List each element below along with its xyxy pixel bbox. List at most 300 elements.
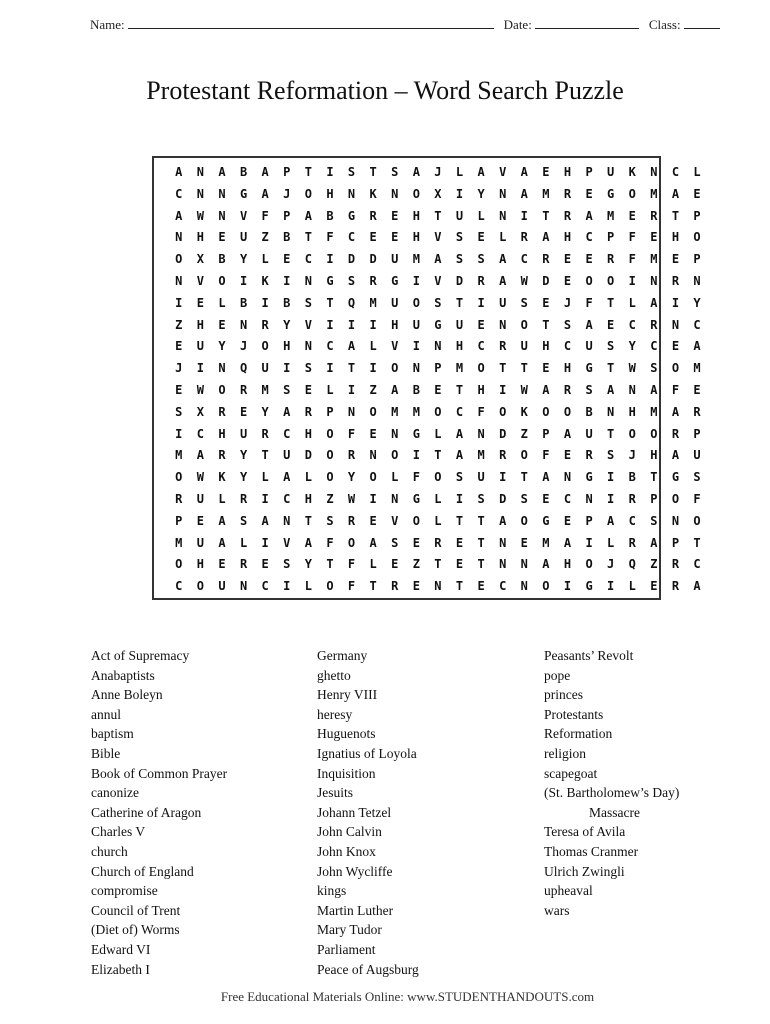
- grid-letter[interactable]: L: [218, 492, 226, 506]
- grid-letter[interactable]: I: [499, 383, 507, 397]
- grid-letter[interactable]: J: [607, 557, 615, 572]
- grid-letter[interactable]: I: [283, 579, 291, 594]
- grid-letter[interactable]: N: [499, 208, 507, 223]
- grid-letter[interactable]: Z: [650, 557, 658, 572]
- grid-letter[interactable]: T: [542, 317, 550, 332]
- grid-letter[interactable]: V: [434, 274, 442, 288]
- grid-letter[interactable]: R: [671, 557, 680, 572]
- grid-letter[interactable]: R: [499, 448, 507, 463]
- grid-letter[interactable]: N: [347, 404, 356, 419]
- grid-letter[interactable]: Y: [347, 470, 356, 485]
- grid-letter[interactable]: D: [499, 492, 507, 506]
- grid-letter[interactable]: D: [455, 274, 464, 288]
- grid-letter[interactable]: I: [369, 361, 377, 376]
- grid-letter[interactable]: S: [650, 361, 658, 376]
- grid-letter[interactable]: N: [391, 186, 399, 201]
- grid-letter[interactable]: R: [563, 383, 572, 397]
- grid-letter[interactable]: S: [391, 535, 399, 550]
- grid-letter[interactable]: P: [283, 208, 291, 223]
- grid-letter[interactable]: O: [477, 361, 485, 376]
- grid-letter[interactable]: T: [693, 535, 701, 550]
- grid-letter[interactable]: I: [412, 448, 420, 463]
- grid-letter[interactable]: T: [326, 557, 334, 572]
- grid-letter[interactable]: U: [412, 317, 420, 332]
- grid-letter[interactable]: U: [455, 317, 464, 332]
- grid-letter[interactable]: I: [326, 317, 334, 332]
- grid-letter[interactable]: G: [347, 208, 356, 223]
- grid-letter[interactable]: N: [218, 186, 226, 201]
- grid-letter[interactable]: P: [434, 361, 442, 376]
- grid-letter[interactable]: Y: [628, 339, 636, 354]
- grid-letter[interactable]: R: [628, 492, 636, 506]
- grid-letter[interactable]: V: [391, 339, 399, 354]
- grid-letter[interactable]: O: [175, 557, 183, 572]
- grid-letter[interactable]: F: [326, 535, 334, 550]
- grid-letter[interactable]: P: [542, 426, 550, 441]
- grid-letter[interactable]: B: [585, 404, 593, 419]
- grid-letter[interactable]: U: [693, 448, 701, 463]
- grid-letter[interactable]: T: [347, 361, 356, 376]
- grid-letter[interactable]: Z: [412, 557, 420, 572]
- grid-letter[interactable]: E: [391, 230, 399, 245]
- grid-letter[interactable]: M: [455, 361, 464, 376]
- grid-letter[interactable]: E: [563, 448, 572, 463]
- grid-letter[interactable]: H: [671, 230, 680, 245]
- grid-letter[interactable]: O: [434, 404, 442, 419]
- grid-letter[interactable]: R: [434, 535, 442, 550]
- grid-letter[interactable]: E: [520, 535, 528, 550]
- grid-letter[interactable]: N: [283, 513, 291, 528]
- grid-letter[interactable]: A: [261, 165, 269, 179]
- grid-letter[interactable]: I: [261, 492, 269, 506]
- grid-letter[interactable]: U: [585, 426, 593, 441]
- grid-letter[interactable]: S: [391, 165, 399, 179]
- grid-letter[interactable]: O: [369, 404, 377, 419]
- grid-letter[interactable]: N: [175, 230, 183, 245]
- grid-letter[interactable]: C: [520, 252, 528, 267]
- grid-letter[interactable]: O: [585, 557, 593, 572]
- grid-letter[interactable]: Z: [369, 383, 377, 397]
- grid-letter[interactable]: N: [196, 165, 204, 179]
- grid-letter[interactable]: O: [563, 404, 572, 419]
- grid-letter[interactable]: M: [607, 208, 615, 223]
- grid-letter[interactable]: K: [261, 274, 269, 288]
- grid-letter[interactable]: M: [477, 448, 485, 463]
- grid-letter[interactable]: W: [520, 274, 528, 288]
- grid-letter[interactable]: C: [693, 317, 701, 332]
- grid-letter[interactable]: A: [218, 513, 226, 528]
- grid-letter[interactable]: E: [628, 208, 636, 223]
- grid-letter[interactable]: R: [304, 404, 312, 419]
- grid-letter[interactable]: I: [326, 361, 334, 376]
- grid-letter[interactable]: E: [585, 186, 593, 201]
- grid-letter[interactable]: O: [326, 470, 334, 485]
- grid-letter[interactable]: V: [391, 513, 399, 528]
- grid-letter[interactable]: G: [542, 513, 550, 528]
- grid-letter[interactable]: R: [477, 274, 485, 288]
- grid-letter[interactable]: N: [499, 186, 507, 201]
- grid-letter[interactable]: S: [563, 317, 572, 332]
- grid-letter[interactable]: A: [563, 426, 572, 441]
- grid-letter[interactable]: A: [671, 448, 680, 463]
- grid-letter[interactable]: A: [218, 535, 226, 550]
- grid-letter[interactable]: V: [304, 317, 312, 332]
- grid-letter[interactable]: O: [520, 513, 528, 528]
- grid-letter[interactable]: R: [369, 274, 377, 288]
- grid-letter[interactable]: G: [412, 492, 420, 506]
- grid-letter[interactable]: N: [369, 448, 377, 463]
- grid-letter[interactable]: H: [326, 186, 334, 201]
- grid-letter[interactable]: J: [283, 186, 291, 201]
- grid-letter[interactable]: T: [520, 361, 528, 376]
- grid-letter[interactable]: H: [650, 448, 658, 463]
- grid-letter[interactable]: R: [542, 252, 550, 267]
- grid-letter[interactable]: N: [196, 186, 204, 201]
- grid-letter[interactable]: E: [563, 274, 572, 288]
- grid-letter[interactable]: Z: [520, 426, 528, 441]
- grid-letter[interactable]: A: [175, 208, 183, 223]
- grid-letter[interactable]: S: [347, 274, 356, 288]
- grid-letter[interactable]: E: [455, 557, 464, 572]
- grid-letter[interactable]: F: [628, 230, 636, 245]
- grid-letter[interactable]: H: [304, 492, 312, 506]
- grid-letter[interactable]: R: [391, 579, 399, 594]
- grid-letter[interactable]: I: [369, 492, 377, 506]
- grid-letter[interactable]: V: [196, 274, 204, 288]
- grid-letter[interactable]: O: [607, 274, 615, 288]
- grid-letter[interactable]: N: [671, 513, 680, 528]
- grid-letter[interactable]: E: [563, 252, 572, 267]
- grid-letter[interactable]: E: [369, 230, 377, 245]
- grid-letter[interactable]: O: [218, 383, 226, 397]
- grid-letter[interactable]: B: [218, 252, 226, 267]
- grid-letter[interactable]: R: [261, 426, 269, 441]
- grid-letter[interactable]: E: [455, 535, 464, 550]
- grid-letter[interactable]: I: [499, 470, 507, 485]
- grid-letter[interactable]: T: [477, 513, 485, 528]
- grid-letter[interactable]: T: [477, 557, 485, 572]
- grid-letter[interactable]: I: [369, 317, 377, 332]
- grid-letter[interactable]: F: [261, 208, 269, 223]
- grid-letter[interactable]: U: [218, 579, 226, 594]
- grid-letter[interactable]: M: [391, 404, 399, 419]
- grid-letter[interactable]: F: [347, 557, 356, 572]
- grid-letter[interactable]: A: [434, 252, 442, 267]
- grid-letter[interactable]: R: [671, 426, 680, 441]
- grid-letter[interactable]: Y: [239, 448, 248, 463]
- grid-letter[interactable]: O: [412, 186, 420, 201]
- grid-letter[interactable]: R: [499, 339, 507, 354]
- grid-letter[interactable]: S: [585, 383, 593, 397]
- grid-letter[interactable]: O: [218, 274, 226, 288]
- grid-letter[interactable]: R: [520, 230, 528, 245]
- grid-letter[interactable]: P: [585, 165, 593, 179]
- grid-letter[interactable]: E: [693, 383, 701, 397]
- grid-letter[interactable]: O: [628, 426, 636, 441]
- grid-letter[interactable]: D: [499, 426, 507, 441]
- grid-letter[interactable]: M: [542, 186, 550, 201]
- grid-letter[interactable]: G: [671, 470, 680, 485]
- grid-letter[interactable]: A: [347, 339, 356, 354]
- grid-letter[interactable]: T: [477, 535, 485, 550]
- grid-letter[interactable]: O: [326, 448, 334, 463]
- grid-letter[interactable]: E: [542, 295, 550, 310]
- grid-letter[interactable]: U: [239, 230, 248, 245]
- grid-letter[interactable]: E: [477, 579, 485, 594]
- grid-letter[interactable]: F: [671, 383, 680, 397]
- grid-letter[interactable]: N: [304, 274, 312, 288]
- grid-letter[interactable]: E: [304, 383, 312, 397]
- grid-letter[interactable]: S: [304, 295, 312, 310]
- grid-letter[interactable]: U: [455, 208, 464, 223]
- grid-letter[interactable]: A: [261, 513, 269, 528]
- grid-letter[interactable]: T: [369, 165, 377, 179]
- grid-letter[interactable]: R: [607, 252, 615, 267]
- grid-letter[interactable]: I: [585, 535, 593, 550]
- grid-letter[interactable]: E: [412, 579, 420, 594]
- grid-letter[interactable]: N: [628, 383, 636, 397]
- grid-letter[interactable]: O: [412, 295, 420, 310]
- grid-letter[interactable]: I: [283, 274, 291, 288]
- grid-letter[interactable]: E: [671, 339, 680, 354]
- grid-letter[interactable]: U: [239, 426, 248, 441]
- name-blank[interactable]: [128, 18, 494, 29]
- grid-letter[interactable]: W: [520, 383, 528, 397]
- grid-letter[interactable]: R: [239, 383, 248, 397]
- grid-letter[interactable]: U: [283, 448, 291, 463]
- grid-letter[interactable]: E: [391, 208, 399, 223]
- grid-letter[interactable]: R: [671, 579, 680, 594]
- grid-letter[interactable]: W: [347, 492, 356, 506]
- grid-letter[interactable]: S: [239, 513, 248, 528]
- grid-letter[interactable]: U: [196, 339, 204, 354]
- grid-letter[interactable]: I: [175, 295, 183, 310]
- grid-letter[interactable]: T: [304, 230, 312, 245]
- grid-letter[interactable]: N: [434, 579, 442, 594]
- grid-letter[interactable]: C: [628, 513, 636, 528]
- grid-letter[interactable]: L: [628, 295, 636, 310]
- grid-letter[interactable]: T: [261, 448, 269, 463]
- grid-letter[interactable]: S: [283, 383, 291, 397]
- grid-letter[interactable]: A: [175, 165, 183, 179]
- grid-letter[interactable]: E: [218, 230, 226, 245]
- grid-letter[interactable]: Q: [347, 295, 356, 310]
- grid-letter[interactable]: A: [499, 274, 507, 288]
- grid-letter[interactable]: I: [412, 339, 420, 354]
- grid-letter[interactable]: R: [218, 448, 226, 463]
- grid-letter[interactable]: T: [650, 470, 658, 485]
- grid-letter[interactable]: O: [412, 513, 420, 528]
- grid-letter[interactable]: T: [520, 470, 528, 485]
- grid-letter[interactable]: N: [434, 339, 442, 354]
- grid-letter[interactable]: B: [239, 295, 248, 310]
- grid-letter[interactable]: L: [369, 557, 377, 572]
- grid-letter[interactable]: S: [650, 513, 658, 528]
- grid-letter[interactable]: C: [347, 230, 356, 245]
- grid-letter[interactable]: D: [304, 448, 312, 463]
- grid-letter[interactable]: M: [261, 383, 269, 397]
- grid-letter[interactable]: F: [628, 252, 636, 267]
- grid-letter[interactable]: F: [477, 404, 485, 419]
- grid-letter[interactable]: S: [693, 470, 701, 485]
- grid-letter[interactable]: V: [499, 165, 507, 179]
- grid-letter[interactable]: L: [261, 252, 269, 267]
- grid-letter[interactable]: Y: [283, 317, 291, 332]
- grid-letter[interactable]: C: [563, 492, 572, 506]
- grid-letter[interactable]: J: [628, 448, 636, 463]
- grid-letter[interactable]: P: [607, 230, 615, 245]
- grid-letter[interactable]: R: [671, 274, 680, 288]
- grid-letter[interactable]: J: [239, 339, 248, 354]
- grid-letter[interactable]: P: [283, 165, 291, 179]
- grid-letter[interactable]: V: [434, 230, 442, 245]
- grid-letter[interactable]: E: [607, 317, 615, 332]
- grid-letter[interactable]: H: [455, 339, 464, 354]
- grid-letter[interactable]: A: [650, 295, 658, 310]
- grid-letter[interactable]: H: [218, 426, 226, 441]
- grid-letter[interactable]: T: [671, 208, 680, 223]
- grid-letter[interactable]: C: [650, 339, 658, 354]
- grid-letter[interactable]: I: [283, 361, 291, 376]
- grid-letter[interactable]: E: [261, 557, 269, 572]
- grid-letter[interactable]: H: [563, 230, 572, 245]
- grid-letter[interactable]: N: [391, 492, 399, 506]
- grid-letter[interactable]: N: [218, 361, 226, 376]
- grid-letter[interactable]: T: [455, 295, 464, 310]
- grid-letter[interactable]: O: [650, 426, 658, 441]
- grid-letter[interactable]: S: [607, 339, 615, 354]
- grid-letter[interactable]: L: [607, 535, 615, 550]
- grid-letter[interactable]: O: [628, 186, 636, 201]
- grid-letter[interactable]: R: [650, 208, 658, 223]
- grid-letter[interactable]: N: [650, 165, 658, 179]
- grid-letter[interactable]: F: [542, 448, 550, 463]
- grid-letter[interactable]: A: [412, 165, 420, 179]
- grid-letter[interactable]: T: [455, 513, 464, 528]
- grid-letter[interactable]: R: [369, 208, 377, 223]
- grid-letter[interactable]: E: [175, 339, 183, 354]
- grid-letter[interactable]: E: [391, 557, 399, 572]
- grid-letter[interactable]: T: [434, 208, 442, 223]
- grid-letter[interactable]: N: [499, 317, 507, 332]
- grid-letter[interactable]: L: [239, 535, 248, 550]
- grid-letter[interactable]: E: [542, 361, 550, 376]
- grid-letter[interactable]: O: [542, 404, 550, 419]
- grid-letter[interactable]: U: [607, 165, 615, 179]
- grid-letter[interactable]: N: [650, 274, 658, 288]
- grid-letter[interactable]: S: [607, 448, 615, 463]
- grid-letter[interactable]: L: [304, 579, 312, 594]
- grid-letter[interactable]: B: [326, 208, 334, 223]
- grid-letter[interactable]: Y: [261, 404, 269, 419]
- grid-letter[interactable]: F: [347, 579, 356, 594]
- grid-letter[interactable]: N: [671, 317, 680, 332]
- grid-letter[interactable]: F: [326, 230, 334, 245]
- grid-letter[interactable]: A: [585, 208, 593, 223]
- grid-letter[interactable]: A: [671, 186, 680, 201]
- grid-letter[interactable]: R: [563, 186, 572, 201]
- grid-letter[interactable]: A: [671, 404, 680, 419]
- grid-letter[interactable]: N: [175, 274, 183, 288]
- grid-letter[interactable]: T: [607, 361, 615, 376]
- grid-letter[interactable]: M: [175, 448, 183, 463]
- grid-letter[interactable]: N: [218, 208, 226, 223]
- grid-letter[interactable]: T: [499, 361, 507, 376]
- grid-letter[interactable]: A: [369, 535, 377, 550]
- grid-letter[interactable]: I: [455, 186, 464, 201]
- grid-letter[interactable]: A: [520, 186, 528, 201]
- grid-letter[interactable]: T: [434, 448, 442, 463]
- grid-letter[interactable]: X: [196, 252, 204, 267]
- grid-letter[interactable]: I: [607, 492, 615, 506]
- grid-letter[interactable]: V: [239, 208, 248, 223]
- grid-letter[interactable]: R: [261, 317, 269, 332]
- grid-letter[interactable]: H: [283, 339, 291, 354]
- grid-letter[interactable]: O: [391, 361, 399, 376]
- grid-letter[interactable]: E: [585, 252, 593, 267]
- grid-letter[interactable]: U: [499, 295, 507, 310]
- grid-letter[interactable]: I: [520, 208, 528, 223]
- grid-letter[interactable]: S: [175, 404, 183, 419]
- grid-letter[interactable]: L: [369, 339, 377, 354]
- grid-letter[interactable]: E: [218, 317, 226, 332]
- grid-letter[interactable]: F: [347, 426, 356, 441]
- grid-letter[interactable]: L: [477, 208, 485, 223]
- grid-letter[interactable]: O: [326, 579, 334, 594]
- grid-letter[interactable]: S: [477, 252, 485, 267]
- grid-letter[interactable]: W: [196, 383, 204, 397]
- grid-letter[interactable]: G: [326, 274, 334, 288]
- grid-letter[interactable]: E: [196, 513, 204, 528]
- grid-letter[interactable]: H: [563, 557, 572, 572]
- grid-letter[interactable]: O: [391, 448, 399, 463]
- grid-letter[interactable]: M: [175, 535, 183, 550]
- grid-letter[interactable]: L: [304, 470, 312, 485]
- grid-letter[interactable]: H: [542, 339, 550, 354]
- grid-letter[interactable]: Y: [304, 557, 312, 572]
- grid-letter[interactable]: U: [520, 339, 528, 354]
- grid-letter[interactable]: O: [585, 274, 593, 288]
- grid-letter[interactable]: I: [196, 361, 204, 376]
- grid-letter[interactable]: T: [607, 426, 615, 441]
- grid-letter[interactable]: R: [650, 317, 658, 332]
- grid-letter[interactable]: I: [628, 274, 636, 288]
- grid-letter[interactable]: B: [283, 295, 291, 310]
- grid-letter[interactable]: A: [520, 165, 528, 179]
- grid-letter[interactable]: L: [434, 513, 442, 528]
- grid-letter[interactable]: K: [520, 404, 528, 419]
- grid-letter[interactable]: T: [304, 513, 312, 528]
- grid-letter[interactable]: T: [369, 579, 377, 594]
- grid-letter[interactable]: P: [671, 535, 680, 550]
- grid-letter[interactable]: B: [412, 383, 420, 397]
- grid-letter[interactable]: G: [412, 426, 420, 441]
- grid-letter[interactable]: H: [196, 317, 204, 332]
- grid-letter[interactable]: T: [326, 295, 334, 310]
- grid-letter[interactable]: O: [369, 470, 377, 485]
- grid-letter[interactable]: H: [412, 208, 420, 223]
- grid-letter[interactable]: I: [175, 426, 183, 441]
- grid-letter[interactable]: P: [650, 492, 658, 506]
- grid-letter[interactable]: L: [693, 165, 701, 179]
- grid-letter[interactable]: R: [239, 492, 248, 506]
- grid-letter[interactable]: J: [175, 361, 183, 376]
- grid-letter[interactable]: G: [434, 317, 442, 332]
- grid-letter[interactable]: G: [239, 186, 248, 201]
- grid-letter[interactable]: E: [283, 252, 291, 267]
- grid-letter[interactable]: A: [499, 513, 507, 528]
- grid-letter[interactable]: G: [391, 274, 399, 288]
